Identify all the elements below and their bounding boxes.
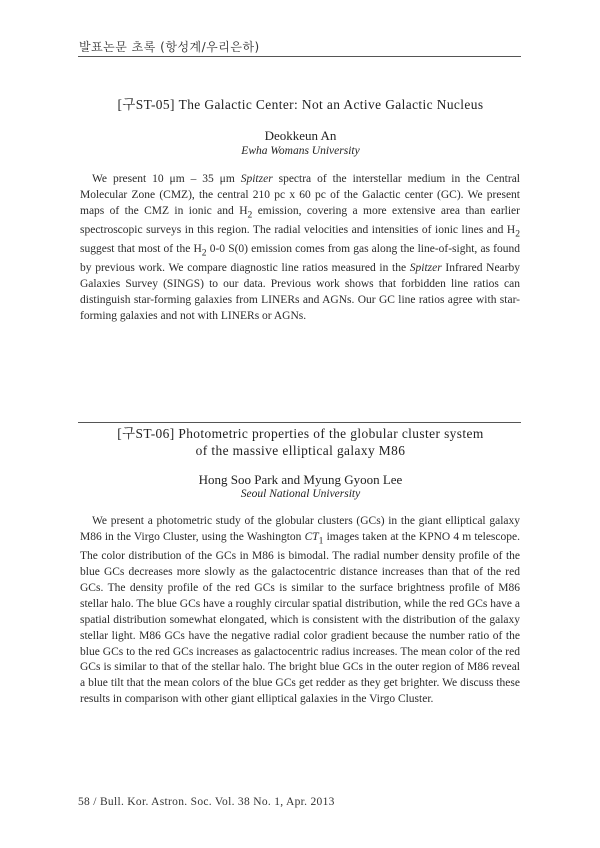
abstract-2-authors: Hong Soo Park and Myung Gyoon Lee bbox=[198, 472, 403, 487]
abstract-2-body bbox=[80, 514, 520, 708]
abstract-1-italic: Spitzer bbox=[409, 262, 442, 275]
abstract-1-text: 0-0 S(0) emission comes from gas along the line-of-sight, as found by previous work. We compare diagnostic line ratios measured in the bbox=[80, 243, 520, 275]
abstract-2-text: We present a photometric study of the globular clusters (GCs) in the giant elliptical galaxy M86 in the Virgo Cluster, using the Washington bbox=[80, 515, 520, 543]
abstract-2-title-line-1 bbox=[78, 425, 523, 443]
abstract-2-text: images taken at the KPNO 4 m telescope. The color distribution of the GCs in M86 is bimodal. The radial number density profile of the blue GCs decreases more slowly as the galactocentric distance increases than that of the red GCs. The density profile of the red GCs is similar to the surface brightness profile of M86 stellar halo. The blue GCs have a roughly circular spatial distribution, while the red GCs have a spatial distribution somewhat elongated, which is consistent with the distribution of the galaxy stellar light. M86 GCs have the negative radial color gradient because the number ratio of the blue GCs to the red GCs increases as galactocentric radius increases. The mean color of the red GCs is similar to that of the stellar halo. The bright blue GCs in the outer region of M86 reveal a blue tilt that the mean colors of the blue GCs get redder as they get brighter. We discuss these results in comparison with other giant elliptical galaxies in the Virgo Cluster. bbox=[80, 530, 520, 706]
abstract-2-affiliation: Seoul National University bbox=[240, 488, 361, 500]
abstract-2-title-line-2: of the massive elliptical galaxy M86 bbox=[195, 443, 406, 458]
abstract-1-text: We present 10 μm – 35 μm bbox=[92, 173, 241, 185]
abstract-1-text: suggest that most of the H bbox=[80, 243, 202, 256]
abstract-1-subscript: 2 bbox=[247, 209, 253, 221]
abstract-1-text: spectra of the interstellar medium in the Central Molecular Zone (CMZ), the central 210 pc x 60 pc of the Galactic center (GC). We present maps of the CMZ in ionic and H bbox=[80, 173, 520, 217]
abstract-1-body bbox=[80, 172, 520, 325]
abstract-2-code: [구ST-06] bbox=[117, 426, 175, 441]
abstract-2-subscript: 1 bbox=[318, 535, 324, 547]
abstract-1-subscript: 2 bbox=[201, 247, 207, 259]
abstract-2-italic: CT bbox=[304, 530, 319, 543]
header-rule bbox=[78, 56, 521, 57]
abstract-2-title-1: Photometric properties of the globular cluster system bbox=[178, 426, 484, 441]
abstract-1-text: Infrared Nearby Galaxies Survey (SINGS) to our data. Previous work shows that forbidden line ratios can distinguish star-forming galaxies from LINERs and AGNs. Our GC line ratios agree with star-forming galaxies and not with LINERs or AGNs. bbox=[80, 262, 520, 323]
abstract-1-code: [구ST-05] bbox=[117, 97, 175, 112]
abstract-1-text: emission, covering a more extensive area than earlier spectroscopic surveys in this region. The radial velocities and intensities of ionic lines and H bbox=[80, 204, 520, 237]
page-footer: 58 / Bull. Kor. Astron. Soc. Vol. 38 No. 1, Apr. 2013 bbox=[78, 796, 335, 808]
section-divider bbox=[78, 422, 521, 423]
abstract-1-italic: Spitzer bbox=[240, 173, 273, 185]
abstract-1-authors: Deokkeun An bbox=[264, 128, 337, 143]
abstract-1-title-line bbox=[78, 96, 523, 114]
abstract-1-affiliation: Ewha Womans University bbox=[241, 145, 360, 157]
running-header: 발표논문 초록 (항성계/우리은하) bbox=[79, 40, 260, 54]
abstract-1-subscript: 2 bbox=[515, 228, 520, 240]
abstract-1-title: The Galactic Center: Not an Active Galactic Nucleus bbox=[178, 97, 484, 112]
